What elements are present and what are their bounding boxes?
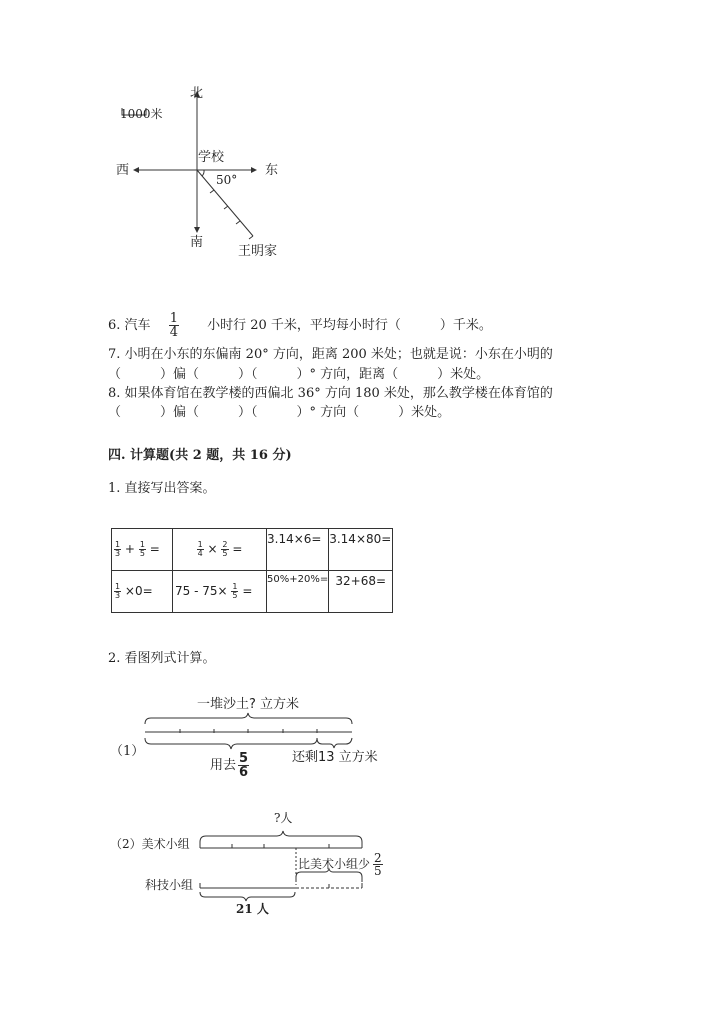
cell-4: 3.14×80=	[329, 529, 393, 571]
d2-top-label: ?人	[274, 811, 293, 825]
d1-label: （1）	[110, 744, 145, 759]
d2-label: （2）美术小组	[110, 837, 190, 851]
q6-pre: 6. 汽车	[108, 318, 151, 333]
q6-num: 1	[169, 311, 178, 326]
calc1-cells-c2-eq: =	[232, 542, 243, 556]
calc1-cells-c1-c: 1	[139, 540, 145, 549]
calc1-cells-c1-d: 5	[139, 549, 145, 558]
south-label: 南	[190, 235, 204, 250]
d2-tech-label: 科技小组	[145, 878, 194, 892]
calc2-d2-diff: 比美术小组少	[298, 857, 371, 871]
calc2-d2-diff_den: 5	[374, 864, 382, 878]
calc1-cells-c6-a: 1	[232, 582, 238, 591]
scale-label: 1000米	[120, 107, 163, 121]
west-label: 西	[116, 163, 130, 178]
calc1-cells-c2-b: 4	[197, 549, 203, 558]
calc1-cells-c6-eq: =	[242, 584, 253, 598]
d2-count-label: 21 人	[236, 902, 269, 916]
calc2-d1-used_den: 6	[239, 765, 249, 780]
calc1-cells-c2-op: ×	[207, 542, 218, 556]
calc1-cells-c2-c: 2	[222, 540, 228, 549]
school-label: 学校	[198, 150, 225, 165]
cell-3: 3.14×6=	[267, 529, 329, 571]
calc1-cells-c1-b: 3	[115, 549, 121, 558]
calc1-title: 1. 直接写出答案。	[108, 481, 216, 496]
calc2-title: 2. 看图列式计算。	[108, 651, 216, 666]
angle-label: 50°	[216, 173, 238, 187]
question-7-line2: （ ）偏（ ）（ ）° 方向，距离（ ）米处。	[108, 367, 490, 382]
calc1-cells-c2-d: 5	[222, 549, 228, 558]
calc1-cells-c5-rest: ×0=	[124, 584, 153, 598]
calc2-d2-diff_num: 2	[374, 851, 382, 865]
calc1-cells-c2-a: 1	[197, 540, 203, 549]
cell-7: 50%+20%=	[267, 571, 329, 613]
calc1-cells-c1-eq: =	[149, 542, 160, 556]
calc1-cells-c1-op: +	[124, 542, 135, 556]
calc1-cells-c6-b: 5	[232, 591, 238, 600]
calc2-d1-used: 用去	[210, 758, 237, 773]
question-8-line1: 8. 如果体育馆在教学楼的西偏北 36° 方向 180 米处，那么教学楼在体育馆的	[108, 386, 553, 401]
home-label: 王明家	[238, 244, 278, 259]
d2-diff	[298, 852, 383, 877]
calc2-d1-used_num: 5	[239, 751, 249, 766]
calc1-cells-c1-a: 1	[115, 540, 121, 549]
d1-left-label: 还剩13 立方米	[292, 750, 378, 765]
q6-den: 4	[169, 325, 178, 340]
calc1-cells-c6-pre: 75 - 75×	[175, 584, 228, 598]
calc1-cells-c5-b: 3	[115, 591, 121, 600]
d1-top-label: 一堆沙土? 立方米	[197, 697, 300, 712]
north-label: 北	[190, 86, 204, 101]
section-title: 四. 计算题(共 2 题，共 16 分)	[108, 448, 292, 463]
east-label: 东	[265, 163, 279, 178]
question-7-line1: 7. 小明在小东的东偏南 20° 方向，距离 200 米处；也就是说：小东在小明的	[108, 347, 553, 362]
question-8-line2: （ ）偏（ ）（ ）° 方向（ ）米处。	[108, 405, 451, 420]
cell-8: 32+68=	[329, 571, 393, 613]
d1-used	[210, 752, 249, 779]
calc1-cells-c5-a: 1	[115, 582, 121, 591]
q6-post: 小时行 20 千米，平均每小时行（ ）千米。	[207, 318, 492, 333]
